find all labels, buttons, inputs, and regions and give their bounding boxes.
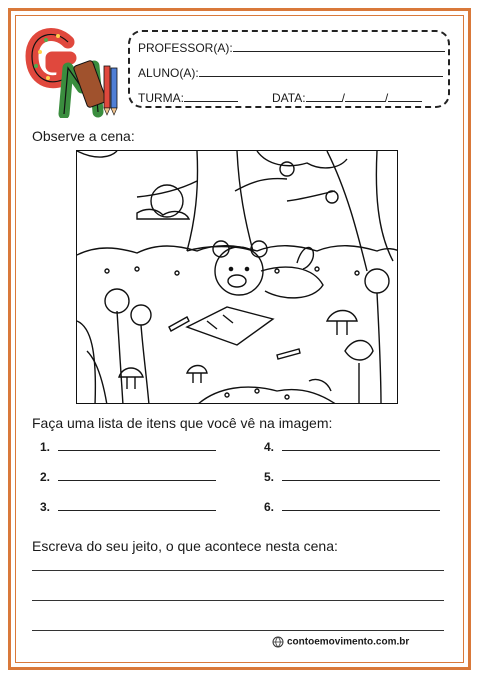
writing-line[interactable] xyxy=(32,570,444,571)
professor-field[interactable]: PROFESSOR(A): xyxy=(138,40,445,55)
list-prompt: Faça uma lista de itens que você vê na imagem: xyxy=(32,415,333,431)
aluno-field[interactable]: ALUNO(A): xyxy=(138,65,443,80)
data-field[interactable]: DATA: / / xyxy=(272,90,422,105)
describe-prompt: Escreva do seu jeito, o que acontece nesta cena: xyxy=(32,538,338,554)
list-item[interactable]: 3. xyxy=(40,500,216,514)
writing-line[interactable] xyxy=(32,600,444,601)
scene-illustration xyxy=(76,150,398,404)
list-item[interactable]: 5. xyxy=(264,470,440,484)
observe-prompt: Observe a cena: xyxy=(32,128,135,144)
list-item[interactable]: 6. xyxy=(264,500,440,514)
list-item[interactable]: 2. xyxy=(40,470,216,484)
list-item[interactable]: 4. xyxy=(264,440,440,454)
bear-scene-icon xyxy=(77,151,398,404)
list-item[interactable]: 1. xyxy=(40,440,216,454)
footer-site: contoemovimento.com.br xyxy=(272,636,409,648)
logo-cm-icon xyxy=(24,22,124,118)
globe-icon xyxy=(272,636,284,648)
writing-line[interactable] xyxy=(32,630,444,631)
turma-field[interactable]: TURMA: xyxy=(138,90,238,105)
